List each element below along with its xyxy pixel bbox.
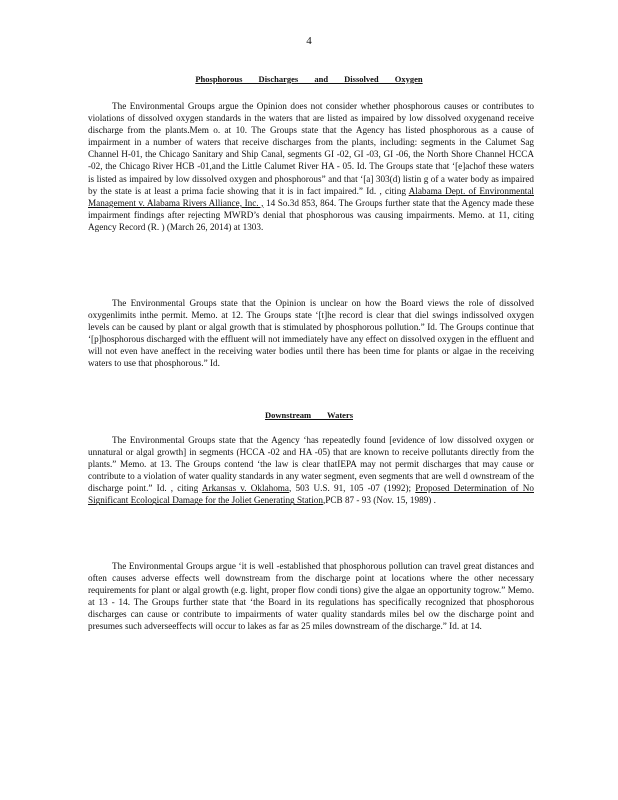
paragraph-text: The Environmental Groups argue the Opinion does not consider whether phosphorous causes or contributes to violations of dissolved oxygen standards in the waters that are listed as impaired by low dissolved oxygenand receive discharge from the plants.Mem o. at 10. The Groups state that the Agency has listed phosphorous as a cause of impairment in a number of waters that receive discharges from the plants, including: segments in the Calumet Sag Channel H-01, the Chicago Sanitary and Ship Canal, segments GI -02, GI -03, GI -06, the North Shore Channel HCCA -02, the Chicago River HCB -01,and the Little Calumet River HA - 05. Id. The Groups state that ‘[e]achof these waters is listed as impaired by low dissolved oxygen and phosphorous” and that ‘[a] 303(d) listin g of a water body as impaired by the state is at least a prima facie showing that it is in fact impaired.” Id. , citing: [88, 101, 534, 196]
case-citation: Proposed Determination of No Significant Ecological Damage for the Joliet Generating Station: [88, 483, 534, 506]
page-number: 4: [306, 35, 312, 47]
section-heading-phosphorous: [0, 74, 618, 84]
paragraph-text: The Environmental Groups state that the Opinion is unclear on how the Board views the role of dissolved oxygenlimits inthe permit. Memo. at 12. The Groups state ‘[t]he record is clear that diel swings indissolved oxygen levels can be caused by plant or algal growth that is stimulated by phosphorous pollution.” Id. The Groups continue that ‘[p]hosphorous discharged with the effluent will not immediately have any effect on dissolved oxygen in the effluent and will not even have aneffect in the receiving water bodies until there has been time for plants or algae in the receiving waters to use that phosphorous.” Id.: [88, 298, 534, 369]
paragraph-text: ,PCB 87 - 93 (Nov. 15, 1989) .: [322, 495, 436, 506]
paragraph: [88, 434, 534, 507]
paragraph-text: , 503 U.S. 91, 105 -07 (1992);: [289, 483, 412, 494]
paragraph: [88, 560, 534, 633]
section-heading-text: Phosphorous Discharges and Dissolved Oxygen: [195, 74, 423, 84]
case-citation: Alabama Dept. of Environmental Management v. Alabama Rivers Alliance, Inc. ,: [88, 185, 534, 208]
paragraph: [88, 100, 534, 233]
paragraph: [88, 297, 534, 370]
case-citation: Arkansas v. Oklahoma: [201, 483, 290, 494]
paragraph-text: The Environmental Groups argue ‘it is well -established that phosphorous pollution can travel great distances and often causes adverse effects well downstream from the discharge point at locations where the other necessary requirements for plant or algal growth (e.g. light, proper flow condi tions) give the algae an opportunity togrow.” Memo. at 13 - 14. The Groups further state that ‘the Board in its regulations has specifically recognized that phosphorous discharges can cause or contribute to impairments of water quality standards miles bel ow the discharge point and presumes such adverseeffects will occur to lakes as far as 25 miles downstream of the discharge.” Id. at 14.: [88, 561, 534, 632]
paragraph-text: The Environmental Groups state that the Agency ‘has repeatedly found [evidence of low dissolved oxygen or unnatural or algal growth] in segments (HCCA -02 and HA -05) that are known to receive pollutants directly from the plants.” Memo. at 13. The Groups contend ‘the law is clear thatIEPA may not permit discharges that may cause or contribute to a violation of water quality standards in any water segment, even segments that are well d ownstream of the discharge point.” Id. , citing: [88, 435, 534, 494]
paragraph-text: 14 So.3d 853, 864. The Groups further state that the Agency made these impairment findings after rejecting MWRD’s denial that phosphorous was causing impairments. Memo. at 11, citing Agency Record (R. ) (March 26, 2014) at 1303.: [88, 197, 535, 232]
section-heading-text: Downstream Waters: [264, 410, 354, 420]
section-heading-downstream: [0, 410, 618, 420]
